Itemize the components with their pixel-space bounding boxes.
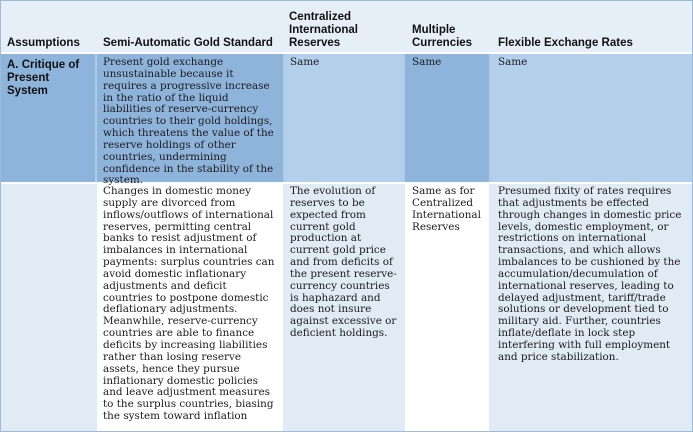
row2-multiple-text: Same as for Centralized International Reserves [412, 185, 481, 233]
row2-semi-auto-text: Changes in domestic money supply are divorced from inflows/outflows of international reserves, permitting central banks to resist adjustment of imbalances in international payments: surplus countries can avoid domestic inflationary adjustments and deficit countries to postpone domestic deflationary adjustments. Meanwhile, reserve-currency countries are able to finance deficits by increasing liabilities rather than losing reserve assets, hence they pursue inflationary domestic policies and leave adjustment measures to the surplus countries, biasing the system toward inflation [103, 185, 275, 423]
row1-multiple-cell [405, 54, 489, 182]
row2-label-cell [1, 184, 95, 431]
header-multiple-currencies: Multiple Currencies [412, 24, 473, 49]
header-assumptions: Assumptions [7, 37, 80, 49]
row1-flexible-cell [491, 54, 692, 182]
row2-centralized-text: The evolution of reserves to be expected from current gold production at current gold price and from deficits of the present reserve-currency countries is haphazard and does not insure against excessive or deficient holdings. [290, 185, 397, 340]
row1-semi-auto-text: Present gold exchange unsustainable because it requires a progressive increase in the ratio of the liquid liabilities of reserve-currency countries to their gold holdings, which threatens the value of the reserve holdings of other countries, undermining confidence in the stability of the system. [103, 56, 274, 187]
row2-flexible-text: Presumed fixity of rates requires that adjustments be effected through changes in domestic price levels, domestic employment, or restrictions on international transactions, and which allows imbalances to be cushioned by the accumulation/decumulation of international reserves, leading to delayed adjustment, tariff/trade solutions or development tied to military aid. Further, countries inflate/deflate in lock step interfering with full employment and price stabilization. [498, 185, 682, 363]
table-header-row [1, 1, 692, 53]
row1-multiple-text: Same [412, 56, 442, 68]
row1-centralized-cell [285, 54, 403, 182]
row1-flexible-text: Same [498, 56, 528, 68]
header-centralized-international-reserves: Centralized International Reserves [289, 11, 359, 49]
header-flexible-exchange-rates: Flexible Exchange Rates [498, 37, 633, 49]
row1-centralized-text: Same [290, 56, 320, 68]
header-semi-automatic-gold-standard: Semi-Automatic Gold Standard [103, 37, 273, 49]
section-label-critique: A. Critique of Present System [7, 59, 80, 97]
